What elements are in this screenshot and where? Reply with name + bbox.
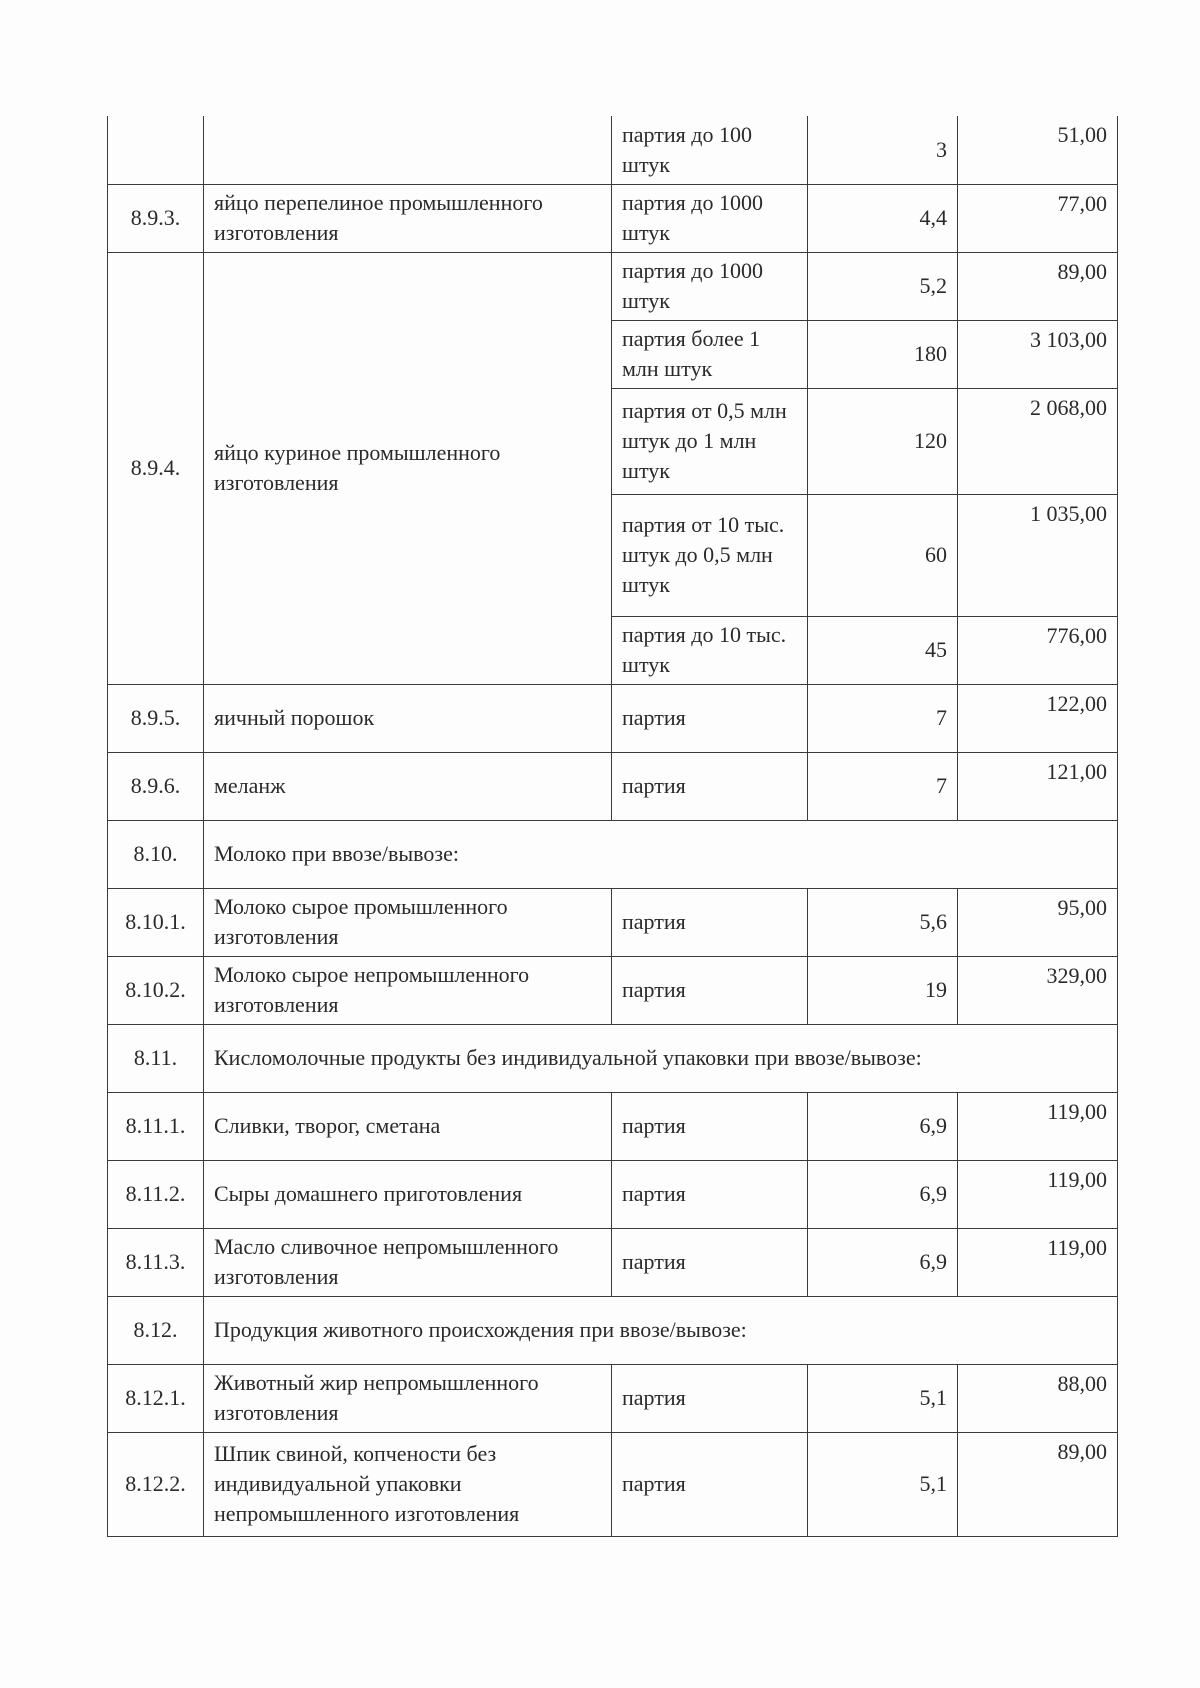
row-price: 89,00 [958, 1432, 1118, 1536]
row-rate: 7 [808, 752, 958, 820]
row-unit: партия более 1 млн штук [612, 320, 808, 388]
row-rate: 120 [808, 388, 958, 494]
row-rate: 3 [808, 116, 958, 184]
row-name [204, 116, 612, 184]
section-code: 8.12. [108, 1296, 204, 1364]
row-name: Молоко сырое промышленного изготовления [204, 888, 612, 956]
table-row [108, 116, 1118, 184]
row-rate: 4,4 [808, 184, 958, 252]
row-code: 8.11.3. [108, 1228, 204, 1296]
row-unit: партия до 1000 штук [612, 252, 808, 320]
row-rate: 19 [808, 956, 958, 1024]
row-unit: партия [612, 1160, 808, 1228]
row-price: 119,00 [958, 1092, 1118, 1160]
row-code: 8.9.4. [108, 252, 204, 684]
row-name: яичный порошок [204, 684, 612, 752]
row-price: 89,00 [958, 252, 1118, 320]
row-name: Сыры домашнего приготовления [204, 1160, 612, 1228]
row-rate: 45 [808, 616, 958, 684]
row-code: 8.9.5. [108, 684, 204, 752]
row-unit: партия до 1000 штук [612, 184, 808, 252]
row-price: 121,00 [958, 752, 1118, 820]
section-row [108, 1296, 1118, 1364]
row-rate: 6,9 [808, 1092, 958, 1160]
row-price: 88,00 [958, 1364, 1118, 1432]
row-code: 8.11.2. [108, 1160, 204, 1228]
table-row [108, 684, 1118, 752]
section-row [108, 1024, 1118, 1092]
table-row [108, 1228, 1118, 1296]
row-name: Масло сливочное непромышленного изготовления [204, 1228, 612, 1296]
row-price: 122,00 [958, 684, 1118, 752]
table-row [108, 1364, 1118, 1432]
row-price: 776,00 [958, 616, 1118, 684]
row-code: 8.12.2. [108, 1432, 204, 1536]
row-rate: 5,1 [808, 1432, 958, 1536]
row-code: 8.9.6. [108, 752, 204, 820]
row-rate: 5,2 [808, 252, 958, 320]
table-row [108, 1160, 1118, 1228]
table-row [108, 252, 1118, 320]
row-price: 119,00 [958, 1160, 1118, 1228]
row-price: 329,00 [958, 956, 1118, 1024]
row-code: 8.9.3. [108, 184, 204, 252]
table-row [108, 1432, 1118, 1536]
row-code: 8.10.1. [108, 888, 204, 956]
row-unit: партия [612, 1364, 808, 1432]
row-rate: 6,9 [808, 1160, 958, 1228]
row-price: 95,00 [958, 888, 1118, 956]
row-price: 51,00 [958, 116, 1118, 184]
row-unit: партия [612, 1432, 808, 1536]
row-price: 2 068,00 [958, 388, 1118, 494]
section-title: Кисломолочные продукты без индивидуальной упаковки при ввозе/вывозе: [204, 1024, 1118, 1092]
row-unit: партия [612, 1092, 808, 1160]
table-row [108, 956, 1118, 1024]
table-row [108, 888, 1118, 956]
row-name: меланж [204, 752, 612, 820]
row-unit: партия [612, 888, 808, 956]
row-name: Шпик свиной, копчености без индивидуальной упаковки непромышленного изготовления [204, 1432, 612, 1536]
row-unit: партия от 0,5 млн штук до 1 млн штук [612, 388, 808, 494]
section-code: 8.11. [108, 1024, 204, 1092]
section-row [108, 820, 1118, 888]
table-row [108, 752, 1118, 820]
row-price: 77,00 [958, 184, 1118, 252]
row-price: 119,00 [958, 1228, 1118, 1296]
row-unit: партия [612, 752, 808, 820]
row-unit: партия [612, 684, 808, 752]
row-code [108, 116, 204, 184]
row-rate: 7 [808, 684, 958, 752]
row-unit: партия до 10 тыс. штук [612, 616, 808, 684]
row-rate: 60 [808, 494, 958, 616]
row-unit: партия от 10 тыс. штук до 0,5 млн штук [612, 494, 808, 616]
row-name: Сливки, творог, сметана [204, 1092, 612, 1160]
row-name: яйцо перепелиное промышленного изготовления [204, 184, 612, 252]
row-unit: партия [612, 1228, 808, 1296]
table-row [108, 184, 1118, 252]
row-rate: 5,1 [808, 1364, 958, 1432]
row-rate: 5,6 [808, 888, 958, 956]
tariff-table [107, 116, 1118, 1537]
row-unit: партия [612, 956, 808, 1024]
row-price: 3 103,00 [958, 320, 1118, 388]
row-code: 8.10.2. [108, 956, 204, 1024]
row-code: 8.12.1. [108, 1364, 204, 1432]
row-code: 8.11.1. [108, 1092, 204, 1160]
row-rate: 6,9 [808, 1228, 958, 1296]
row-unit: партия до 100 штук [612, 116, 808, 184]
row-name: Молоко сырое непромышленного изготовления [204, 956, 612, 1024]
row-name: Животный жир непромышленного изготовления [204, 1364, 612, 1432]
table-row [108, 1092, 1118, 1160]
row-rate: 180 [808, 320, 958, 388]
section-title: Молоко при ввозе/вывозе: [204, 820, 1118, 888]
section-code: 8.10. [108, 820, 204, 888]
section-title: Продукция животного происхождения при ввозе/вывозе: [204, 1296, 1118, 1364]
row-name: яйцо куриное промышленного изготовления [204, 252, 612, 684]
row-price: 1 035,00 [958, 494, 1118, 616]
